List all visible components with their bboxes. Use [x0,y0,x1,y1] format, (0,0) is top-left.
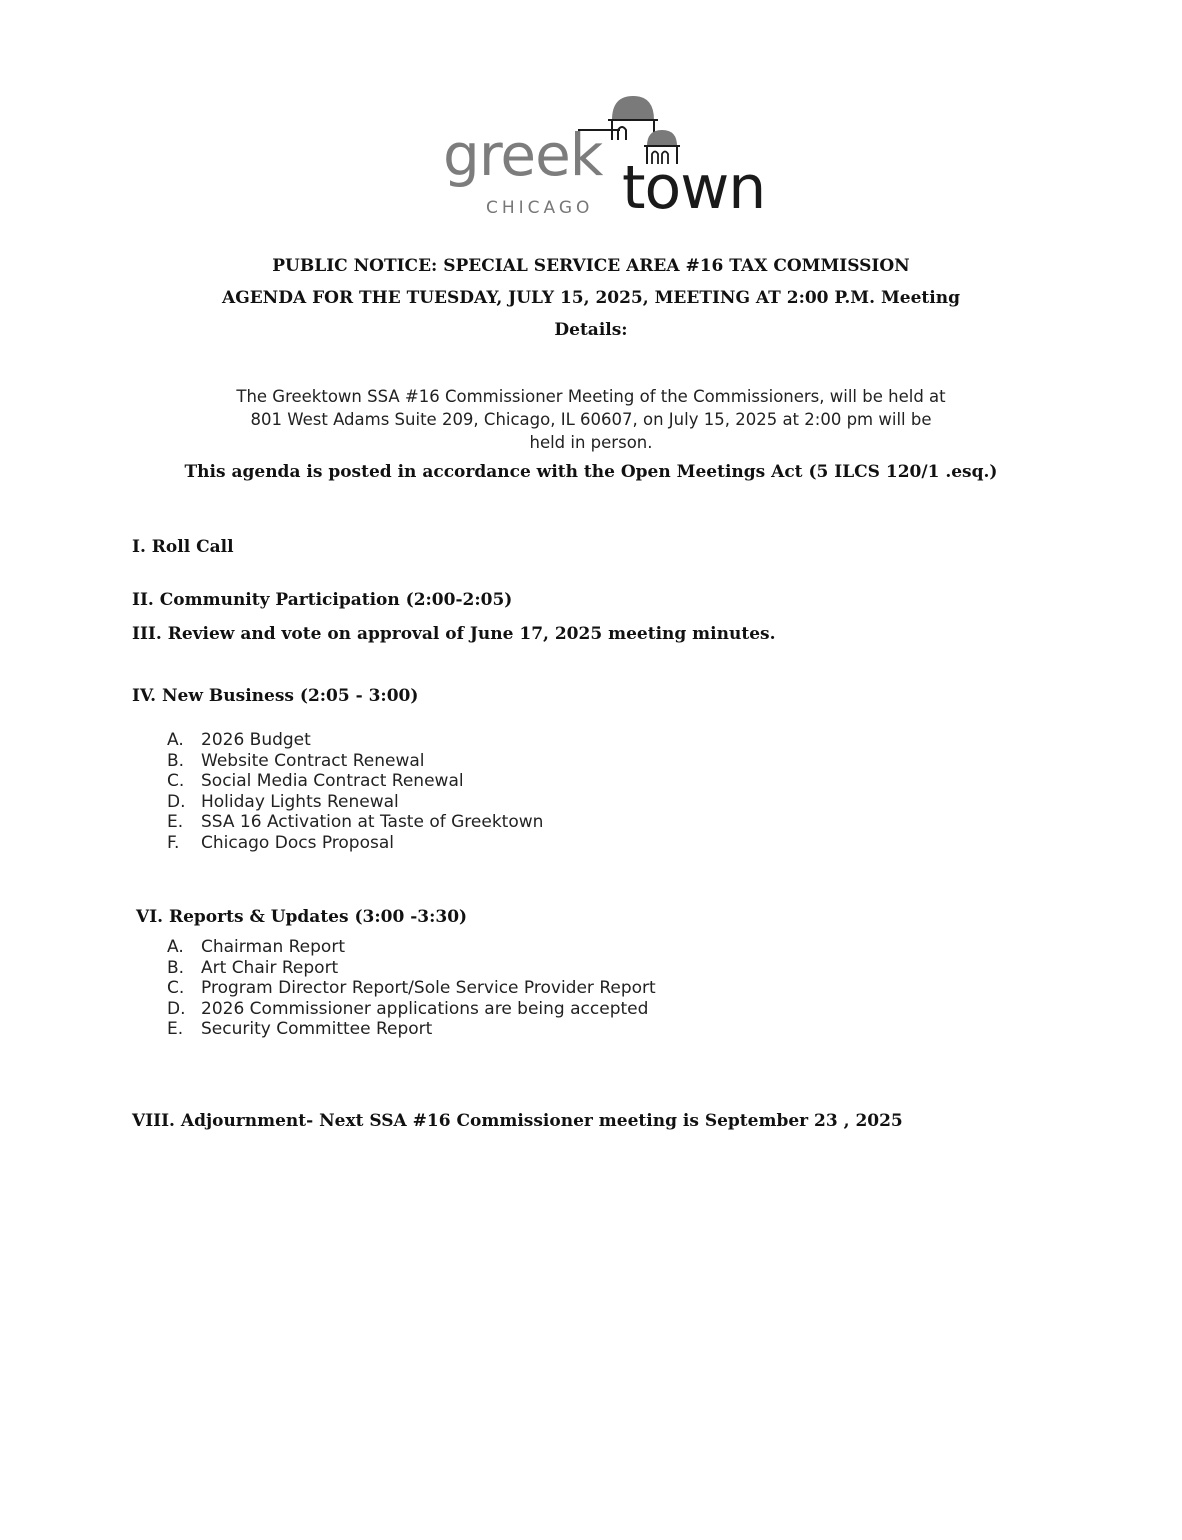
list-item: D. 2026 Commissioner applications are being accepted [167,998,649,1019]
list-item: E. Security Committee Report [167,1019,433,1039]
open-meetings-notice: This agenda is posted in accordance with the Open Meetings Act (5 ILCS 120/1 .esq.) [184,462,998,482]
list-item: C. Social Media Contract Renewal [167,771,464,791]
section-roll-call: I. Roll Call [132,537,234,557]
section-review-minutes: III. Review and vote on approval of June 17, 2025 meeting minutes. [132,624,776,644]
list-item: F. Chicago Docs Proposal [167,832,394,853]
description-line-1: The Greektown SSA #16 Commissioner Meeting of the Commissioners, will be held at [236,387,946,406]
logo-word-greek: greek [443,121,603,189]
logo-word-chicago: CHICAGO [486,198,594,218]
section-community-participation: II. Community Participation (2:00-2:05) [132,590,513,610]
section-new-business: IV. New Business (2:05 - 3:00) [132,686,419,706]
list-item: A. Chairman Report [167,937,345,957]
new-business-list [167,730,543,853]
list-item: B. Art Chair Report [167,957,339,978]
description-line-3: held in person. [529,433,653,452]
header-line-3: Details: [554,320,628,340]
reports-list [167,937,656,1040]
header-line-2: AGENDA FOR THE TUESDAY, JULY 15, 2025, MEETING AT 2:00 P.M. Meeting [222,288,960,308]
logo-word-town: town [622,153,766,223]
list-item: E. SSA 16 Activation at Taste of Greektown [167,812,544,832]
list-item: D. Holiday Lights Renewal [167,791,399,812]
list-item: A. 2026 Budget [167,730,311,750]
section-reports-updates: VI. Reports & Updates (3:00 -3:30) [136,907,468,927]
header-line-1: PUBLIC NOTICE: SPECIAL SERVICE AREA #16 TAX COMMISSION [272,256,910,276]
list-item: B. Website Contract Renewal [167,750,425,771]
description-line-2: 801 West Adams Suite 209, Chicago, IL 60607, on July 15, 2025 at 2:00 pm will be [250,410,932,429]
section-adjournment: VIII. Adjournment- Next SSA #16 Commissioner meeting is September 23 , 2025 [132,1111,903,1131]
list-item: C. Program Director Report/Sole Service Provider Report [167,978,656,998]
greektown-logo [440,90,770,225]
